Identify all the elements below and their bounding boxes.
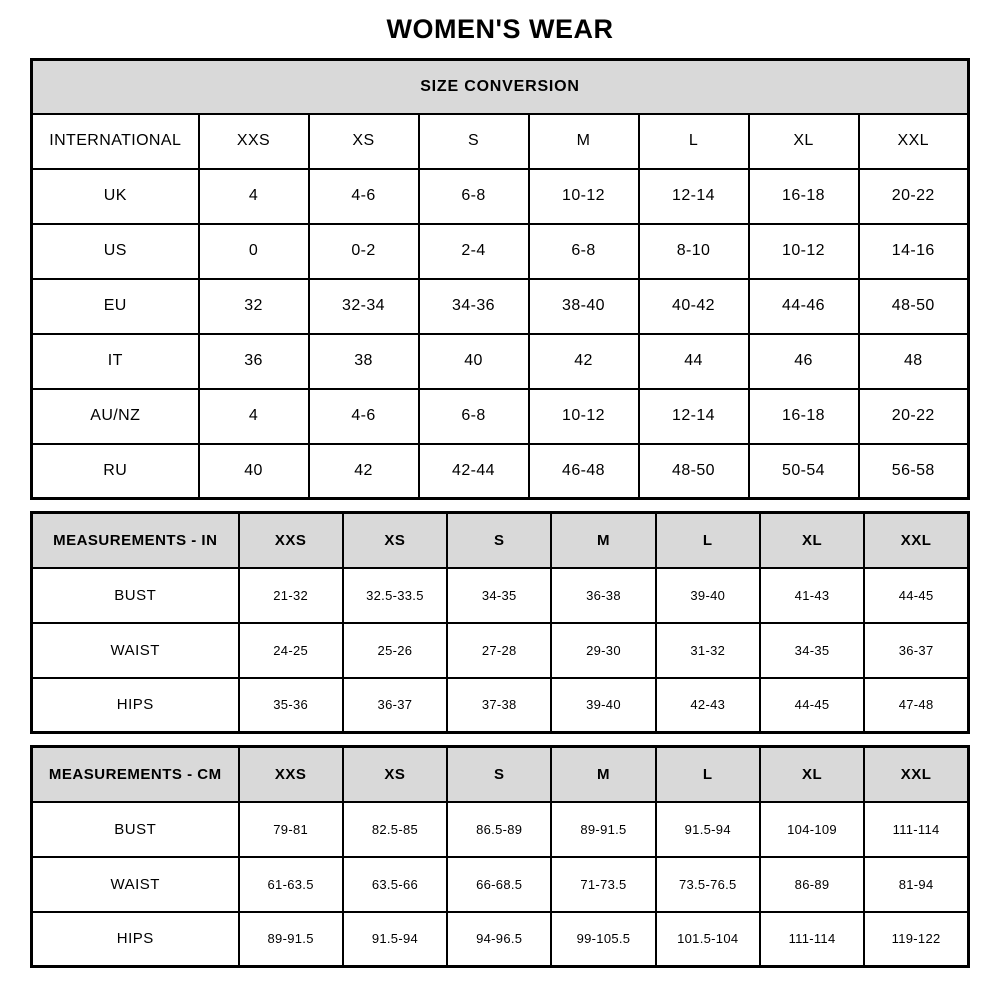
- column-header-row: [32, 513, 969, 568]
- measure-cell: 82.5-85: [343, 802, 447, 857]
- measurements-cm-title: MEASUREMENTS - CM: [32, 747, 239, 802]
- row-label: RU: [32, 444, 199, 499]
- size-cell: 32-34: [309, 279, 419, 334]
- size-cell: 0-2: [309, 224, 419, 279]
- measurements-in-table: [30, 511, 970, 734]
- size-cell: 10-12: [749, 224, 859, 279]
- size-cell: 56-58: [859, 444, 969, 499]
- measure-cell: 39-40: [656, 568, 760, 623]
- column-header-xl: XL: [760, 513, 864, 568]
- row-label: HIPS: [32, 678, 239, 733]
- column-header-l: L: [656, 747, 760, 802]
- size-cell: 48-50: [639, 444, 749, 499]
- size-cell: 44: [639, 334, 749, 389]
- table-row-bust-cm: [32, 802, 969, 857]
- size-cell: 40: [199, 444, 309, 499]
- size-conversion-table: [30, 58, 970, 500]
- size-cell: 32: [199, 279, 309, 334]
- column-header-xs: XS: [309, 114, 419, 169]
- column-header-l: L: [656, 513, 760, 568]
- column-header-xxs: XXS: [239, 513, 343, 568]
- size-cell: 16-18: [749, 169, 859, 224]
- table-row-uk: [32, 169, 969, 224]
- size-cell: 36: [199, 334, 309, 389]
- measure-cell: 91.5-94: [656, 802, 760, 857]
- table-row-eu: [32, 279, 969, 334]
- measure-cell: 63.5-66: [343, 857, 447, 912]
- column-header-xxl: XXL: [859, 114, 969, 169]
- size-cell: 48-50: [859, 279, 969, 334]
- column-header-xxs: XXS: [199, 114, 309, 169]
- column-header-row: [32, 747, 969, 802]
- column-header-m: M: [529, 114, 639, 169]
- size-cell: 4: [199, 389, 309, 444]
- size-cell: 50-54: [749, 444, 859, 499]
- size-cell: 12-14: [639, 169, 749, 224]
- size-cell: 44-46: [749, 279, 859, 334]
- measure-cell: 104-109: [760, 802, 864, 857]
- size-cell: 16-18: [749, 389, 859, 444]
- measure-cell: 61-63.5: [239, 857, 343, 912]
- table-row-hips-cm: [32, 912, 969, 967]
- measure-cell: 36-37: [864, 623, 968, 678]
- measure-cell: 34-35: [760, 623, 864, 678]
- table-row-us: [32, 224, 969, 279]
- size-cell: 4-6: [309, 169, 419, 224]
- measure-cell: 44-45: [760, 678, 864, 733]
- measure-cell: 37-38: [447, 678, 551, 733]
- measure-cell: 32.5-33.5: [343, 568, 447, 623]
- measure-cell: 86-89: [760, 857, 864, 912]
- measure-cell: 73.5-76.5: [656, 857, 760, 912]
- row-label: IT: [32, 334, 199, 389]
- size-cell: 10-12: [529, 389, 639, 444]
- size-cell: 8-10: [639, 224, 749, 279]
- row-label: WAIST: [32, 623, 239, 678]
- size-cell: 40-42: [639, 279, 749, 334]
- size-cell: 38: [309, 334, 419, 389]
- measure-cell: 35-36: [239, 678, 343, 733]
- column-header-m: M: [551, 513, 655, 568]
- size-cell: 6-8: [419, 389, 529, 444]
- column-header-xl: XL: [760, 747, 864, 802]
- measure-cell: 21-32: [239, 568, 343, 623]
- measurements-in-title: MEASUREMENTS - IN: [32, 513, 239, 568]
- measure-cell: 41-43: [760, 568, 864, 623]
- size-cell: 20-22: [859, 389, 969, 444]
- size-cell: 42: [529, 334, 639, 389]
- size-cell: 4-6: [309, 389, 419, 444]
- size-cell: 10-12: [529, 169, 639, 224]
- table-row-waist-in: [32, 623, 969, 678]
- measure-cell: 24-25: [239, 623, 343, 678]
- table-row-hips-in: [32, 678, 969, 733]
- measure-cell: 101.5-104: [656, 912, 760, 967]
- column-header-m: M: [551, 747, 655, 802]
- page-title: WOMEN'S WEAR: [386, 14, 614, 44]
- row-label: US: [32, 224, 199, 279]
- measure-cell: 71-73.5: [551, 857, 655, 912]
- column-header-xxl: XXL: [864, 513, 968, 568]
- size-cell: 0: [199, 224, 309, 279]
- measure-cell: 86.5-89: [447, 802, 551, 857]
- table-title-row: [32, 60, 969, 114]
- column-header-xs: XS: [343, 747, 447, 802]
- size-cell: 12-14: [639, 389, 749, 444]
- size-cell: 46-48: [529, 444, 639, 499]
- size-cell: 46: [749, 334, 859, 389]
- measure-cell: 81-94: [864, 857, 968, 912]
- column-header-s: S: [447, 747, 551, 802]
- size-cell: 6-8: [419, 169, 529, 224]
- size-cell: 42: [309, 444, 419, 499]
- size-cell: 4: [199, 169, 309, 224]
- column-header-s: S: [419, 114, 529, 169]
- measurements-cm-table: [30, 745, 970, 968]
- size-cell: 38-40: [529, 279, 639, 334]
- measure-cell: 36-38: [551, 568, 655, 623]
- table-row-waist-cm: [32, 857, 969, 912]
- measure-cell: 31-32: [656, 623, 760, 678]
- size-cell: 34-36: [419, 279, 529, 334]
- measure-cell: 42-43: [656, 678, 760, 733]
- row-label: UK: [32, 169, 199, 224]
- measure-cell: 39-40: [551, 678, 655, 733]
- size-cell: 2-4: [419, 224, 529, 279]
- row-label: EU: [32, 279, 199, 334]
- table-row-ru: [32, 444, 969, 499]
- size-cell: 40: [419, 334, 529, 389]
- measure-cell: 79-81: [239, 802, 343, 857]
- measure-cell: 36-37: [343, 678, 447, 733]
- row-label: AU/NZ: [32, 389, 199, 444]
- column-header-xl: XL: [749, 114, 859, 169]
- row-label: WAIST: [32, 857, 239, 912]
- row-label: BUST: [32, 568, 239, 623]
- measure-cell: 34-35: [447, 568, 551, 623]
- measure-cell: 111-114: [760, 912, 864, 967]
- size-cell: 42-44: [419, 444, 529, 499]
- size-cell: 6-8: [529, 224, 639, 279]
- measure-cell: 89-91.5: [239, 912, 343, 967]
- column-header-s: S: [447, 513, 551, 568]
- table-row-it: [32, 334, 969, 389]
- size-cell: 20-22: [859, 169, 969, 224]
- measure-cell: 111-114: [864, 802, 968, 857]
- column-header-xxs: XXS: [239, 747, 343, 802]
- measure-cell: 66-68.5: [447, 857, 551, 912]
- measure-cell: 119-122: [864, 912, 968, 967]
- measure-cell: 25-26: [343, 623, 447, 678]
- column-header-row: [32, 114, 969, 169]
- measure-cell: 91.5-94: [343, 912, 447, 967]
- row-label: HIPS: [32, 912, 239, 967]
- size-conversion-title: SIZE CONVERSION: [32, 60, 969, 114]
- column-header-xs: XS: [343, 513, 447, 568]
- measure-cell: 44-45: [864, 568, 968, 623]
- row-label: BUST: [32, 802, 239, 857]
- column-header-international: INTERNATIONAL: [32, 114, 199, 169]
- column-header-xxl: XXL: [864, 747, 968, 802]
- table-row-bust-in: [32, 568, 969, 623]
- measure-cell: 27-28: [447, 623, 551, 678]
- measure-cell: 89-91.5: [551, 802, 655, 857]
- measure-cell: 94-96.5: [447, 912, 551, 967]
- measure-cell: 99-105.5: [551, 912, 655, 967]
- table-row-aunz: [32, 389, 969, 444]
- size-cell: 48: [859, 334, 969, 389]
- measure-cell: 47-48: [864, 678, 968, 733]
- size-cell: 14-16: [859, 224, 969, 279]
- measure-cell: 29-30: [551, 623, 655, 678]
- column-header-l: L: [639, 114, 749, 169]
